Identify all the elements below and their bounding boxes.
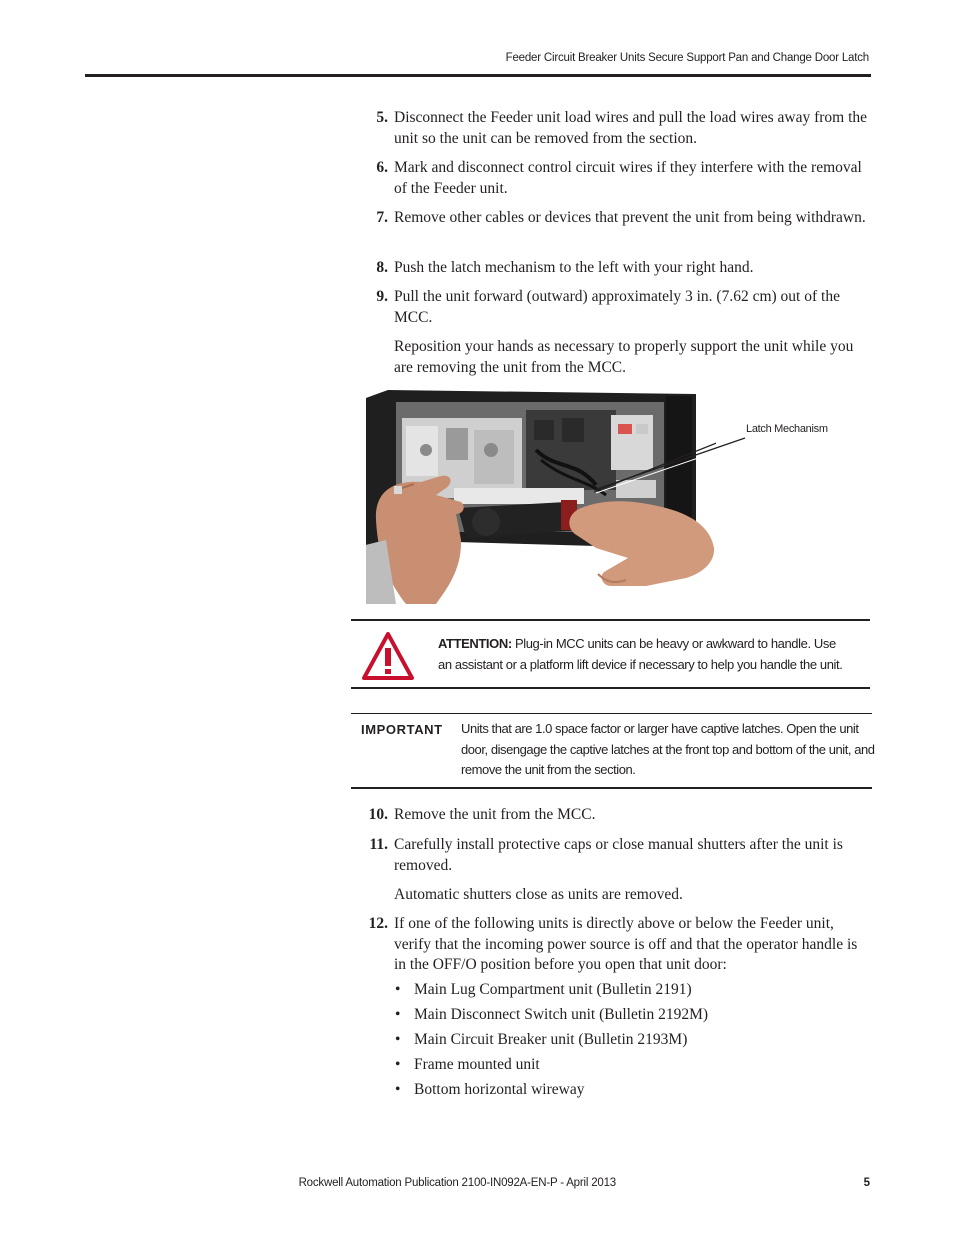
step-text: Push the latch mechanism to the left with your right hand. <box>394 259 754 276</box>
step-text: If one of the following units is directly above or below the Feeder unit, verify that the incoming power source is off and that the operator handle is in the OFF/O position before you open that unit door: <box>394 915 858 973</box>
running-header: Feeder Circuit Breaker Units Secure Support Pan and Change Door Latch <box>505 52 869 64</box>
bullet-dot-icon: • <box>395 981 401 998</box>
bullet-dot-icon: • <box>395 1031 401 1048</box>
step-text: Disconnect the Feeder unit load wires and pull the load wires away from the unit so the unit can be removed from the section. <box>394 109 868 147</box>
bullet-item <box>395 1055 540 1075</box>
step-11 <box>362 835 872 876</box>
callout-leader <box>590 435 750 495</box>
step-text: Pull the unit forward (outward) approximately 3 in. (7.62 cm) out of the MCC. <box>394 288 840 326</box>
step-11-note: Automatic shutters close as units are removed. <box>394 886 683 903</box>
step-text: Mark and disconnect control circuit wires if they interfere with the removal of the Feeder unit. <box>394 159 862 197</box>
bullet-dot-icon: • <box>395 1056 401 1073</box>
step-5 <box>362 108 872 149</box>
bullet-item <box>395 980 692 1000</box>
step-number: 5. <box>376 109 388 126</box>
attention-box <box>351 619 870 689</box>
attention-message: Plug-in MCC units can be heavy or awkward to handle. Use an assistant or a platform lift device if necessary to help you handle the unit. <box>438 636 843 672</box>
footer-publication: Rockwell Automation Publication 2100-IN092A-EN-P - April 2013 <box>298 1177 616 1189</box>
step-8 <box>362 258 872 279</box>
attention-text <box>438 633 848 675</box>
step-number: 6. <box>376 159 388 176</box>
step-10 <box>362 805 872 826</box>
unit-removal-photo <box>366 390 716 604</box>
important-text: Units that are 1.0 space factor or larger have captive latches. Open the unit door, disengage the captive latches at the front top and bottom of the unit, and remove the unit from the section. <box>461 721 875 777</box>
step-12 <box>362 914 872 976</box>
bullet-text: Bottom horizontal wireway <box>414 1081 585 1098</box>
important-label: IMPORTANT <box>361 722 443 737</box>
step-9 <box>362 287 872 328</box>
important-box <box>351 713 875 789</box>
bullet-item <box>395 1080 584 1100</box>
bullet-text: Main Circuit Breaker unit (Bulletin 2193M) <box>414 1031 688 1048</box>
step-text: Carefully install protective caps or close manual shutters after the unit is removed. <box>394 836 843 874</box>
attention-label: ATTENTION: <box>438 636 512 651</box>
step-text: Remove other cables or devices that prevent the unit from being withdrawn. <box>394 209 866 226</box>
step-number: 8. <box>376 259 388 276</box>
step-number: 9. <box>376 288 388 305</box>
bullet-dot-icon: • <box>395 1081 401 1098</box>
step-9-note: Reposition your hands as necessary to properly support the unit while you are removing the unit from the MCC. <box>394 338 854 376</box>
warning-triangle-icon <box>361 631 415 681</box>
bullet-text: Frame mounted unit <box>414 1056 540 1073</box>
step-number: 12. <box>368 915 388 932</box>
header-rule <box>85 74 871 77</box>
bullet-item <box>395 1005 708 1025</box>
bullet-text: Main Lug Compartment unit (Bulletin 2191) <box>414 981 692 998</box>
latch-mechanism-callout: Latch Mechanism <box>746 423 828 435</box>
step-number: 7. <box>376 209 388 226</box>
step-number: 11. <box>369 836 388 853</box>
page-number: 5 <box>863 1177 870 1189</box>
bullet-dot-icon: • <box>395 1006 401 1023</box>
step-text: Remove the unit from the MCC. <box>394 806 596 823</box>
bullet-item <box>395 1030 687 1050</box>
step-6 <box>362 158 872 199</box>
step-number: 10. <box>368 806 388 823</box>
bullet-text: Main Disconnect Switch unit (Bulletin 2192M) <box>414 1006 709 1023</box>
step-7 <box>362 208 872 229</box>
